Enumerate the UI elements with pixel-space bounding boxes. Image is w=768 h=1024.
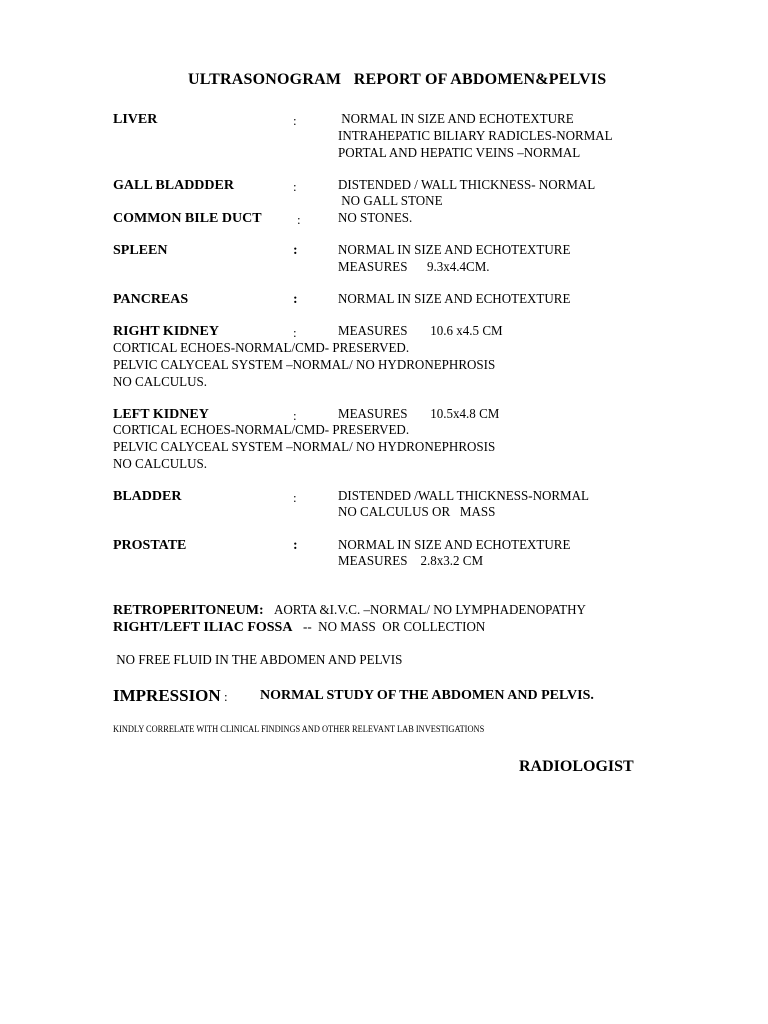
pancreas-finding: NORMAL IN SIZE AND ECHOTEXTURE — [338, 292, 571, 307]
retroperitoneum-finding: AORTA &I.V.C. –NORMAL/ NO LYMPHADENOPATHY — [274, 603, 586, 618]
gall-bladder-finding-2: NO GALL STONE — [338, 194, 443, 209]
cbd-label: COMMON BILE DUCT — [113, 211, 262, 226]
bladder-label: BLADDER — [113, 489, 182, 504]
pancreas-label: PANCREAS — [113, 292, 189, 307]
impression-label: IMPRESSION — [113, 686, 221, 705]
right-kidney-label: RIGHT KIDNEY — [113, 324, 219, 339]
spleen-colon: : — [293, 243, 298, 258]
spleen-label: SPLEEN — [113, 243, 168, 258]
liver-finding-2: INTRAHEPATIC BILIARY RADICLES-NORMAL — [338, 129, 613, 144]
right-kidney-measure: MEASURES 10.6 x4.5 CM — [338, 324, 503, 339]
bladder-finding-2: NO CALCULUS OR MASS — [338, 505, 496, 520]
liver-colon: : — [293, 113, 297, 128]
left-kidney-detail-1: CORTICAL ECHOES-NORMAL/CMD- PRESERVED. — [113, 423, 410, 438]
gall-bladder-finding-1: DISTENDED / WALL THICKNESS- NORMAL — [338, 178, 596, 193]
left-kidney-detail-2: PELVIC CALYCEAL SYSTEM –NORMAL/ NO HYDRONEPHROSIS — [113, 440, 496, 455]
free-fluid-finding: NO FREE FLUID IN THE ABDOMEN AND PELVIS — [113, 653, 403, 668]
right-kidney-detail-2: PELVIC CALYCEAL SYSTEM –NORMAL/ NO HYDRONEPHROSIS — [113, 358, 496, 373]
spleen-finding-1: NORMAL IN SIZE AND ECHOTEXTURE — [338, 243, 571, 258]
correlation-note: KINDLY CORRELATE WITH CLINICAL FINDINGS AND OTHER RELEVANT LAB INVESTIGATIONS — [113, 724, 485, 734]
right-kidney-colon: : — [293, 325, 297, 340]
left-kidney-detail-3: NO CALCULUS. — [113, 457, 208, 472]
impression-colon: : — [224, 689, 228, 704]
pancreas-colon: : — [293, 292, 298, 307]
liver-finding-3: PORTAL AND HEPATIC VEINS –NORMAL — [338, 146, 581, 161]
prostate-measure: MEASURES 2.8x3.2 CM — [338, 554, 484, 569]
liver-finding-1: NORMAL IN SIZE AND ECHOTEXTURE — [338, 112, 574, 127]
gall-bladder-colon: : — [293, 179, 297, 194]
right-kidney-detail-3: NO CALCULUS. — [113, 375, 208, 390]
bladder-colon: : — [293, 490, 297, 505]
bladder-finding-1: DISTENDED /WALL THICKNESS-NORMAL — [338, 489, 589, 504]
left-kidney-colon: : — [293, 408, 297, 423]
left-kidney-measure: MEASURES 10.5x4.8 CM — [338, 407, 500, 422]
iliac-fossa-label: RIGHT/LEFT ILIAC FOSSA — [113, 620, 293, 635]
spleen-measure: MEASURES 9.3x4.4CM. — [338, 260, 490, 275]
radiologist-signature: RADIOLOGIST — [519, 758, 634, 775]
iliac-fossa-finding: -- NO MASS OR COLLECTION — [303, 620, 486, 635]
retroperitoneum-label: RETROPERITONEUM: — [113, 603, 264, 618]
report-title: ULTRASONOGRAM REPORT OF ABDOMEN&PELVIS — [188, 71, 607, 88]
cbd-finding: NO STONES. — [338, 211, 413, 226]
right-kidney-detail-1: CORTICAL ECHOES-NORMAL/CMD- PRESERVED. — [113, 341, 410, 356]
prostate-label: PROSTATE — [113, 538, 187, 553]
prostate-colon: : — [293, 538, 298, 553]
gall-bladder-label: GALL BLADDDER — [113, 178, 234, 193]
impression-text: NORMAL STUDY OF THE ABDOMEN AND PELVIS. — [260, 688, 594, 703]
liver-label: LIVER — [113, 112, 158, 127]
prostate-finding: NORMAL IN SIZE AND ECHOTEXTURE — [338, 538, 571, 553]
left-kidney-label: LEFT KIDNEY — [113, 407, 209, 422]
cbd-colon: : — [297, 212, 301, 227]
